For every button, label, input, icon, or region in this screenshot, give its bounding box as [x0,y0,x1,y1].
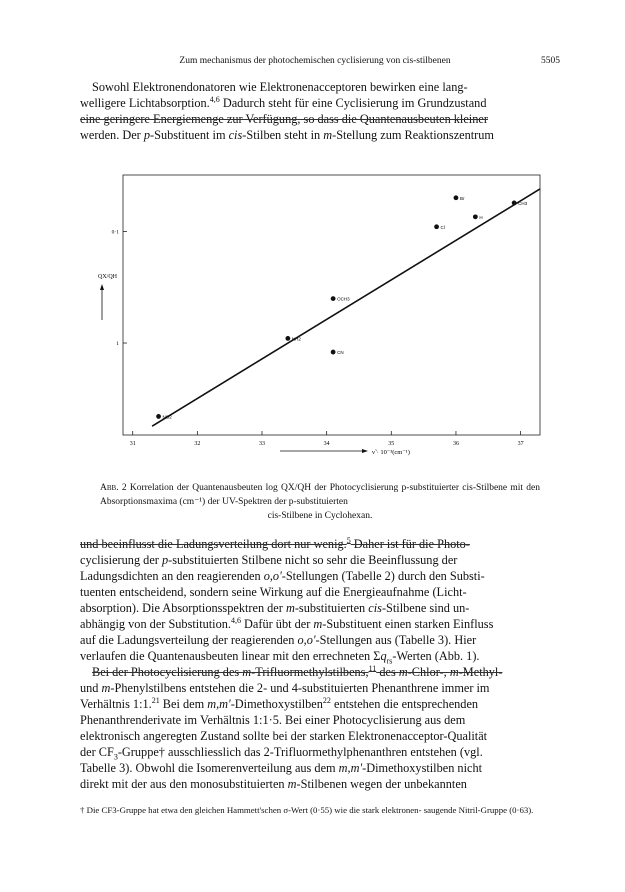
fit-line [152,189,540,426]
data-point [331,296,336,301]
data-point-label: CN [337,350,344,356]
y-tick-label: 0·1 [111,229,119,236]
running-title: Zum mechanismus der photochemischen cyclisierung von cis-stilbenen [179,56,451,66]
text-line: elektronisch angeregten Zustand sollte bei der starken Elektronenacceptor-Qualität [80,729,488,743]
x-axis-label: ν̃ · 10⁻³(cm⁻¹) [372,449,410,456]
data-point [512,200,517,205]
data-point-label: H [479,214,483,220]
x-tick-label: 34 [323,441,330,447]
caption-last-line: cis-Stilbene in Cyclohexan. [267,511,373,521]
text-line: eine geringere Energiemenge zur Verfügung, so dass die Quantenausbeuten kleiner [80,112,488,126]
correlation-chart [90,170,550,460]
text-line: Ladungsdichten an den reagierenden o,o'-Stellungen (Tabelle 2) durch den Substi- [80,569,485,583]
data-point [156,414,161,419]
text-line: Phenanthrenderivate im Verhältnis 1:1·5. Bei einer Photocyclisierung aus dem [80,713,466,727]
text-line: Bei der Photocyclisierung des m-Trifluormethylstilbens,$^{11}$ des m-Chlor-, m-Methyl- [92,663,503,679]
x-tick-label: 37 [517,441,524,447]
text-line: Sowohl Elektronendonatoren wie Elektronenacceptoren bewirken eine lang- [92,80,468,94]
footnote: † Die CF3-Gruppe hat etwa den gleichen Hammett'schen σ-Wert (0·55) wie die stark elektronen- saugende Nitril-Gruppe (0·63). [80,805,534,815]
data-point [331,350,336,355]
y-axis-arrowhead [100,284,104,290]
text-line: direkt mit der aus den monosubstituierten m-Stilbenen wegen der unbekannten [80,777,467,791]
figure-caption [100,481,540,523]
data-point-label: NH2 [291,336,301,342]
data-point [285,336,290,341]
text-line: und beeinflusst die Ladungsverteilung dort nur wenig.$^5$ Daher ist für die Photo- [80,535,470,551]
text-line: welligere Lichtabsorption.$^{4,6}$ Dadurch steht für eine Cyclisierung im Grundzustand [80,94,487,110]
text-line: Verhältnis 1:1.21 Bei dem m,m'-Dimethoxystilben$^{22}$ entstehen die entsprechenden [80,695,479,711]
text-line: werden. Der p-Substituent im cis-Stilben steht in m-Stellung zum Reaktionszentrum [80,128,494,142]
text-line: verlaufen die Quantenausbeuten linear mit den errechneten $\Sigma q_{rs}$-Werten (Abb. 1). [80,649,480,666]
page-number: 5505 [541,56,560,66]
plot-frame [123,175,540,435]
text-line: Tabelle 3). Obwohl die Isomerenverteilung aus dem m,m'-Dimethoxystilben nicht [80,761,483,775]
x-tick-label: 31 [129,441,136,447]
text-line: absorption). Die Absorptionsspektren der m-substituierten cis-Stilbene sind un- [80,601,470,615]
x-tick-label: 32 [194,441,201,447]
data-point [473,214,478,219]
paragraph-main [80,536,560,792]
caption-text: Korrelation der Quantenausbeuten log QX/QH der Photocyclisierung p-substituierter cis-Stilbene mit den Absorptionsmaxima (cm⁻¹) der UV-Spektren der p-substituierten [100,483,541,507]
data-point-label: CH3 [518,200,528,206]
x-axis-arrowhead [362,449,368,453]
data-point [454,195,459,200]
caption-label: Abb. 2 [100,483,127,493]
text-line: auf die Ladungsverteilung der reagierenden o,o'-Stellungen aus (Tabelle 3). Hier [80,633,477,647]
paragraph-intro [80,79,560,143]
text-line: tuenten entscheidend, sondern seine Wirkung auf die Energieaufnahme (Licht- [80,585,467,599]
x-tick-label: 35 [388,441,395,447]
data-point-label: Cl [440,224,445,230]
x-tick-label: 36 [452,441,459,447]
data-point [434,224,439,229]
x-tick-label: 33 [259,441,265,447]
data-point-label: OCH3 [337,296,350,302]
text-line: der $CF_3-Gruppe\dagger$ ausschliesslich das 2-Trifluormethylphenanthren entstehen (vgl. [80,745,483,762]
text-line: cyclisierung der p-substituierten Stilbene nicht so sehr die Beeinflussung der [80,553,458,567]
y-tick-label: 1 [116,341,119,348]
data-point-label: Br [459,195,465,201]
y-axis-label: QX/QH [98,274,117,280]
data-point-label: NO2 [162,414,172,420]
text-line: und m-Phenylstilbens entstehen die 2- und 4-substituierten Phenanthrene immer im [80,681,490,695]
text-line: abhängig von der Substitution.$^{4,6}$ Dafür übt der m-Substituent einen starken Einfluss [80,615,494,631]
